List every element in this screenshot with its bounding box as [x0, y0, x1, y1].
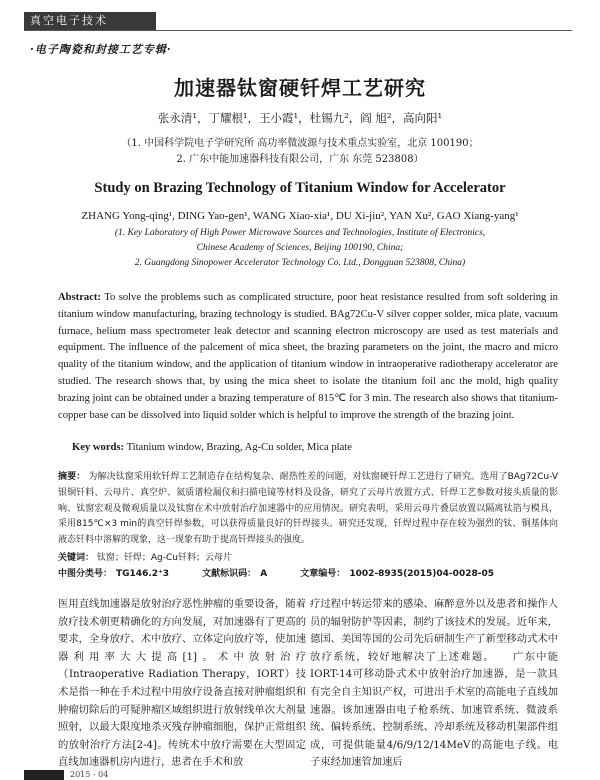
paper-title-en: Study on Brazing Technology of Titanium Window for Accelerator	[94, 180, 506, 196]
keywords-en-label: Key words:	[72, 442, 125, 453]
affiliation-en-1: (1. Key Laboratory of High Power Microwave Sources and Technologies, Institute of Electronics,	[114, 228, 486, 238]
article-number-label: 文章编号：	[300, 569, 346, 579]
classification-row	[58, 566, 558, 579]
journal-header-tab	[24, 12, 156, 30]
authors-cn: 张永清¹，丁耀根¹，王小霞¹，杜锡九²，阎 旭²，高向阳¹	[157, 111, 443, 125]
clc-label: 中图分类号：	[58, 569, 113, 579]
footer-issue: 2015 - 04	[70, 770, 109, 779]
affiliation-en-3: 2. Guangdong Sinopower Accelerator Technology Co. Ltd., Dongguan 523808, China)	[134, 258, 466, 268]
keywords-cn-label: 关键词：	[58, 553, 95, 563]
body-column-left: 医用直线加速器是放射治疗恶性肿瘤的重要设备，随着放疗技术朝更精确化的方向发展，对加速器有了更高的要求，全身放疗、术中放疗、立体定向放疗等，使加速器利用率大大提高[1]。术中放射治疗（Intraoperative Radiation Therapy，IORT）技术是指一种在手术过程中用放疗设备直接对肿瘤组织和肿瘤切除后的可疑肿瘤区域组织进行放射线单次大剂量照射，以最大限度地杀灭残存肿瘤细胞，保护正常组织的放射治疗方法[2-4]。传统术中放疗需要在大型固定直线加速器机房内进行，患者在手术和放	[58, 598, 306, 769]
abstract-en-text: To solve the problems such as complicated structure, poor heat resistance resulted from soft soldering in titanium window manufacturing, brazing technology is studied. BAg72Cu-V silver copper solder, mica plate, vacuum furnace, helium mass spectrometer leak detector and scanning electron microscopy are used as test materials and equipment. The influence of the palcement of mica sheet, the brazing parameters on the joint, the macro and micro quality of the titanium window, and the application of titanium window in intraoperative radiotherapy accelerator are studied. The research shows that, by using the mica sheet to isolate the titanium foil anc the mold, high quality brazing joint can be obtained under a brazing temperature of 815℃ for 3 min. The research also shows that titanium-copper base can be dissolved into liquid solder which is helpful to improve the strength of the brazing joint.	[58, 292, 558, 421]
header-rule	[24, 30, 572, 31]
keywords-en-text: Titanium window, Brazing, Ag-Cu solder, Mica plate	[126, 442, 352, 453]
keywords-en	[72, 442, 558, 453]
doc-code-value: A	[260, 569, 268, 579]
clc-value: TG146.2⁺3	[116, 569, 170, 579]
column-label: ·电子陶瓷和封接工艺专辑·	[30, 43, 172, 56]
affiliation-cn-1: （1. 中国科学院电子学研究所 高功率微波源与技术重点实验室，北京 100190；	[121, 138, 479, 149]
article-number-value: 1002-8935(2015)04-0028-05	[349, 569, 494, 579]
doc-code-label: 文献标识码：	[202, 569, 257, 579]
paper-title-cn: 加速器钛窗硬钎焊工艺研究	[174, 76, 426, 100]
journal-name: 真空电子技术	[30, 14, 108, 27]
affiliation-cn-2: 2. 广东中能加速器科技有限公司，广东 东莞 523808）	[176, 154, 424, 165]
keywords-cn	[58, 550, 558, 563]
abstract-en-label: Abstract:	[58, 292, 101, 303]
keywords-cn-text: 钛窗；钎焊；Ag-Cu钎料；云母片	[96, 553, 232, 563]
abstract-cn	[58, 470, 558, 549]
abstract-en	[58, 290, 558, 424]
body-column-right: 疗过程中转运带来的感染、麻醉意外以及患者和操作人员的辐射防护等因素，制约了该技术的发展。近年来，德国、美国等国的公司先后研制生产了新型移动式术中放疗系统，较好地解决了上述难题。 广东中能IORT-14可移动卧式术中放射治疗加速器，是一款具有完全自主知识产权，可进出手术室的高能电子直线加速器。该加速器由电子枪系统、加速管系统、微波系统、偏转系统、控制系统、冷却系统及移动机架部件组成，可提供能量4/6/9/12/14MeV的高能电子线。电子束经加速管加速后	[310, 598, 558, 769]
abstract-cn-text: 为解决钛窗采用软钎焊工艺制造存在结构复杂、耐热性差的问题，对钛窗硬钎焊工艺进行了研究。选用了BAg72Cu-V银铜钎料、云母片、真空炉、氦质谱检漏仪和扫描电镜等材料及设备，研究了云母片放置方式、钎焊工艺参数对接头质量的影响、钛窗宏观及微观质量以及钛窗在术中放射治疗加速器中的应用情况。研究表明，采用云母片叠层放置以隔离钛箔与模具，采用815℃×3 min的真空钎焊参数，可以获得质量良好的钎焊接头。研究还发现，钎焊过程中存在较为强烈的钛、铜基体向液态钎料中溶解的现象，这一现象有助于提高钎焊接头的强度。	[58, 472, 558, 546]
authors-en: ZHANG Yong-qing¹, DING Yao-gen¹, WANG Xiao-xia¹, DU Xi-jiu², YAN Xu², GAO Xiang-yang¹	[81, 210, 519, 222]
affiliation-en-2: Chinese Academy of Sciences, Beijing 100190, China;	[196, 243, 404, 253]
footer-page-mark	[24, 770, 64, 780]
abstract-cn-label: 摘要：	[58, 472, 86, 482]
